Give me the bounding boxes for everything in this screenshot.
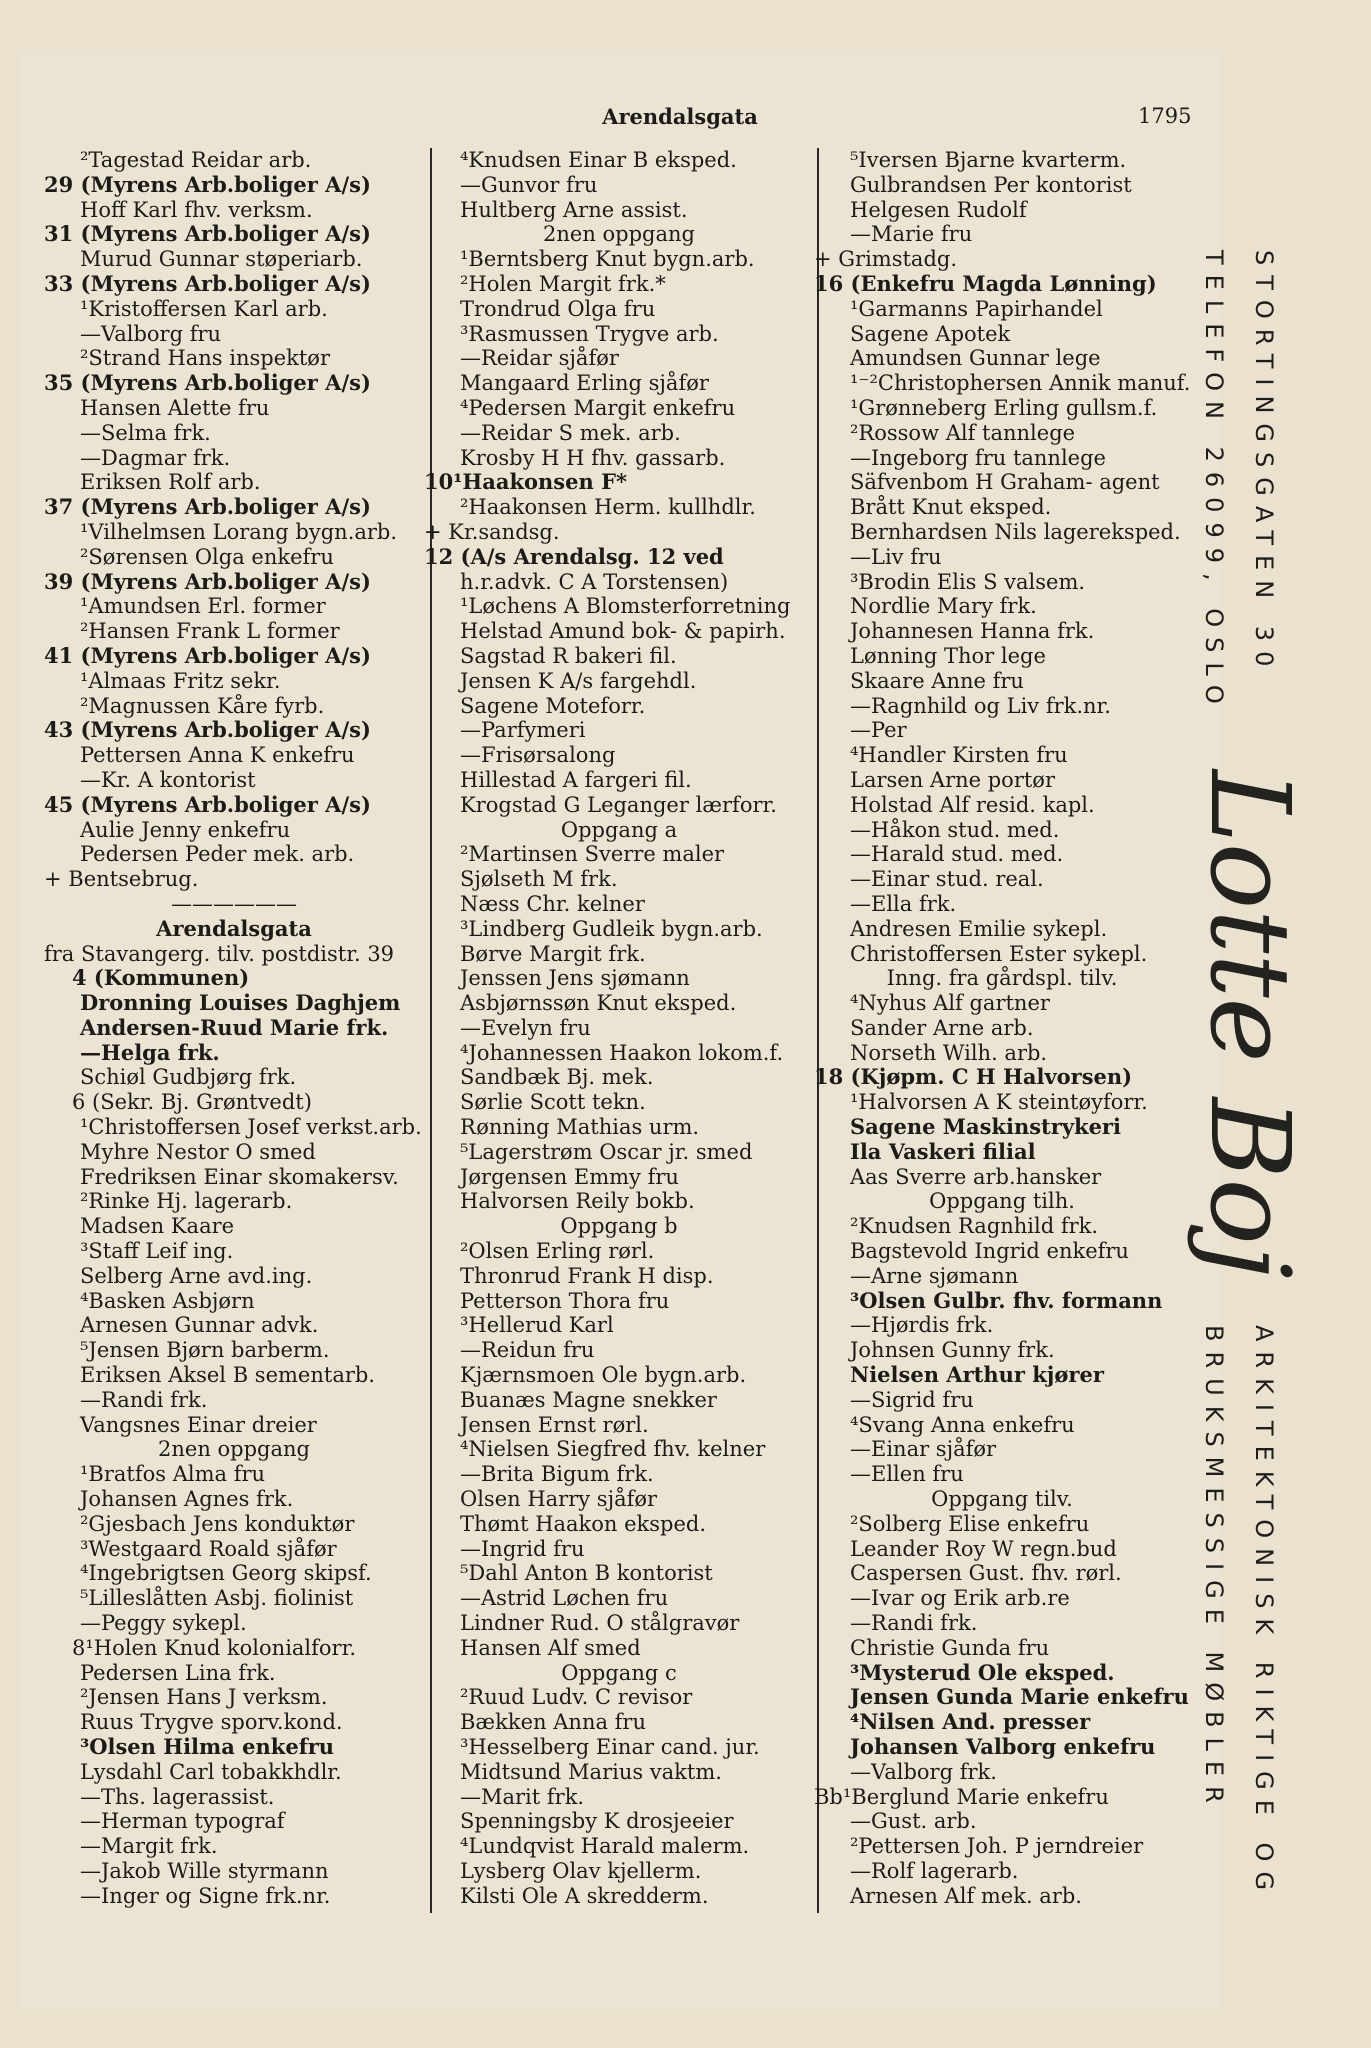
directory-entry: Jensen K A/s fargehdl. [460, 668, 697, 693]
directory-entry: Johansen Valborg enkefru [850, 1735, 1156, 1759]
directory-entry: 29 (Myrens Arb.boliger A/s) [44, 172, 371, 197]
directory-entry: 45 (Myrens Arb.boliger A/s) [44, 792, 371, 817]
directory-entry: ⁴Svang Anna enkefru [850, 1412, 1075, 1437]
directory-entry: ³Lindberg Gudleik bygn.arb. [460, 916, 763, 941]
directory-entry: Thronrud Frank H disp. [460, 1263, 714, 1288]
handwritten-signature: Lotte Boj [1186, 770, 1314, 1279]
directory-entry: ²Rinke Hj. lagerarb. [80, 1189, 293, 1214]
directory-entry: —Ellen fru [850, 1462, 964, 1487]
directory-entry: —Valborg fru [80, 321, 222, 346]
directory-entry: + Bentsebrug. [44, 867, 199, 892]
directory-entry: ³Rasmussen Trygve arb. [460, 321, 719, 346]
directory-entry: 4 (Kommunen) [72, 966, 250, 991]
directory-entry: Holstad Alf resid. kapl. [850, 792, 1095, 817]
directory-entry: 8¹Holen Knud kolonialforr. [72, 1635, 357, 1660]
directory-entry: Selberg Arne avd.ing. [80, 1263, 313, 1288]
directory-entry: Sagene Apotek [850, 321, 1011, 346]
directory-entry: Johannesen Hanna frk. [850, 619, 1095, 644]
directory-entry: —Margit frk. [80, 1834, 218, 1859]
directory-entry: h.r.advk. C A Torstensen) [460, 569, 729, 594]
directory-entry: Hansen Alette fru [80, 395, 270, 420]
directory-entry: Mangaard Erling sjåfør [460, 371, 709, 396]
directory-entry: —Marit frk. [460, 1784, 585, 1809]
directory-entry: Skaare Anne fru [850, 668, 1024, 693]
directory-entry: Bb¹Berglund Marie enkefru [814, 1784, 1109, 1809]
directory-entry: —Helga frk. [80, 1040, 220, 1065]
directory-entry: ¹Kristoffersen Karl arb. [80, 296, 328, 321]
directory-entry: Caspersen Gust. fhv. rørl. [850, 1561, 1122, 1586]
directory-entry: —Ragnhild og Liv frk.nr. [850, 693, 1111, 718]
directory-entry: ¹Amundsen Erl. former [80, 594, 326, 619]
directory-entry: ¹Bratfos Alma fru [80, 1462, 266, 1487]
directory-entry: —Gunvor fru [460, 172, 598, 197]
directory-entry: Schiøl Gudbjørg frk. [80, 1065, 297, 1090]
directory-entry: —Frisørsalong [460, 743, 616, 768]
directory-entry: Sagstad R bakeri fil. [460, 643, 677, 668]
directory-entry: ⁵Iversen Bjarne kvarterm. [850, 148, 1127, 172]
directory-entry: —Einar sjåfør [850, 1437, 997, 1462]
directory-entry: + Kr.sandsg. [424, 519, 560, 544]
directory-entry: Spenningsby K drosjeeier [460, 1809, 734, 1834]
directory-entry: —Arne sjømann [850, 1263, 1019, 1288]
directory-entry: ¹Garmanns Papirhandel [850, 296, 1103, 321]
directory-entry: Børve Margit frk. [460, 941, 646, 966]
directory-entry: —Harald stud. med. [850, 842, 1064, 867]
directory-entry: Andersen-Ruud Marie frk. [80, 1015, 389, 1040]
directory-entry: Petterson Thora fru [460, 1288, 670, 1313]
directory-entry: —Ivar og Erik arb.re [850, 1586, 1070, 1611]
directory-entry: + Grimstadg. [814, 247, 958, 272]
directory-entry: Sjølseth M frk. [460, 867, 618, 892]
directory-entry: —Parfymeri [460, 718, 586, 743]
directory-entry: Madsen Kaare [80, 1214, 235, 1239]
directory-entry: ³Mysterud Ole eksped. [850, 1660, 1115, 1685]
directory-entry: Eriksen Rolf arb. [80, 470, 261, 495]
directory-entry: 16 (Enkefru Magda Lønning) [814, 271, 1157, 296]
sidebar-slogan-2: BRUKSMESSIGE MØBLER [1200, 1325, 1228, 1813]
directory-entry: ⁴Ingebrigtsen Georg skipsf. [80, 1561, 372, 1586]
directory-entry: ⁵Jensen Bjørn barberm. [80, 1338, 330, 1363]
directory-entry: Oppgang tilh. [929, 1189, 1075, 1214]
directory-entry: Fredriksen Einar skomakersv. [80, 1164, 399, 1189]
directory-entry: —Sigrid fru [850, 1387, 974, 1412]
directory-entry: Leander Roy W regn.bud [850, 1536, 1117, 1561]
directory-entry: —Håkon stud. med. [850, 817, 1060, 842]
directory-entry: —Evelyn fru [460, 1015, 591, 1040]
directory-entry: ¹Berntsberg Knut bygn.arb. [460, 247, 755, 272]
directory-entry: Murud Gunnar støperiarb. [80, 247, 363, 272]
directory-entry: Johnsen Gunny frk. [850, 1338, 1055, 1363]
directory-entry: Sagene Moteforr. [460, 693, 646, 718]
directory-entry: Olsen Harry sjåfør [460, 1487, 658, 1512]
directory-entry: Johansen Agnes frk. [80, 1487, 294, 1512]
directory-entry: Krogstad G Leganger lærforr. [460, 792, 777, 817]
directory-entry: ⁴Knudsen Einar B eksped. [460, 148, 737, 172]
directory-entry: ²Tagestad Reidar arb. [80, 148, 312, 172]
directory-entry: ⁴Lundqvist Harald malerm. [460, 1834, 750, 1859]
directory-entry: —Per [850, 718, 907, 743]
directory-entry: Hansen Alf smed [460, 1635, 641, 1660]
directory-entry: ²Olsen Erling rørl. [460, 1239, 655, 1264]
directory-entry: Kilsti Ole A skredderm. [460, 1883, 709, 1908]
directory-entry: —Hjørdis frk. [850, 1313, 994, 1338]
directory-entry: fra Stavangerg. tilv. postdistr. 39 [44, 941, 395, 966]
directory-entry: ²Rossow Alf tannlege [850, 420, 1076, 445]
directory-entry: ¹⁻²Christophersen Annik manuf. [850, 371, 1190, 396]
directory-entry: 12 (A/s Arendalsg. 12 ved [424, 544, 724, 569]
directory-entry: ²Gjesbach Jens konduktør [80, 1511, 355, 1536]
directory-entry: 39 (Myrens Arb.boliger A/s) [44, 569, 371, 594]
directory-entry: Lysberg Olav kjellerm. [460, 1858, 702, 1883]
directory-entry: Bagstevold Ingrid enkefru [850, 1239, 1129, 1264]
directory-entry: Asbjørnssøn Knut eksped. [460, 991, 737, 1016]
directory-entry: —Randi frk. [80, 1387, 208, 1412]
directory-entry: —Ella frk. [850, 891, 957, 916]
directory-entry: ²Hansen Frank L former [80, 619, 340, 644]
directory-entry: Jensen Gunda Marie enkefru [850, 1685, 1189, 1710]
directory-entry: Arnesen Alf mek. arb. [850, 1883, 1082, 1908]
directory-entry: ³Olsen Hilma enkefru [80, 1735, 335, 1759]
directory-entry: Lysdahl Carl tobakkhdlr. [80, 1759, 342, 1784]
directory-entry: Sagene Maskinstrykeri [850, 1115, 1121, 1140]
directory-entry: 35 (Myrens Arb.boliger A/s) [44, 371, 371, 396]
directory-entry: ²Ruud Ludv. C revisor [460, 1685, 693, 1710]
directory-entry: ¹Grønneberg Erling gullsm.f. [850, 395, 1158, 420]
directory-entry: Kjærnsmoen Ole bygn.arb. [460, 1363, 747, 1388]
directory-entry: ³Hesselberg Einar cand. jur. [460, 1735, 760, 1759]
directory-entry: 2nen oppgang [543, 222, 695, 247]
directory-entry: Oppgang tilv. [931, 1487, 1073, 1512]
directory-entry: —Selma frk. [80, 420, 211, 445]
directory-entry: ³Olsen Gulbr. fhv. formann [850, 1288, 1163, 1313]
directory-entry: ⁴Nyhus Alf gartner [850, 991, 1050, 1016]
directory-entry: Thømt Haakon eksped. [460, 1511, 707, 1536]
directory-entry: ³Westgaard Roald sjåfør [80, 1536, 337, 1561]
directory-entry: Helgesen Rudolf [850, 197, 1027, 222]
directory-entry: Hillestad A fargeri fil. [460, 767, 692, 792]
sidebar-slogan-1: ARKITEKTONISK RIKTIGE OG [1250, 1325, 1278, 1901]
directory-entry: —Marie fru [850, 222, 973, 247]
directory-entry: Næss Chr. kelner [460, 891, 645, 916]
directory-entry: Christoffersen Ester sykepl. [850, 941, 1148, 966]
directory-entry: —Ingrid fru [460, 1536, 585, 1561]
directory-entry: 2nen oppgang [158, 1437, 310, 1462]
directory-entry: —Valborg frk. [850, 1759, 997, 1784]
directory-entry: Sander Arne arb. [850, 1015, 1034, 1040]
directory-entry: ⁵Dahl Anton B kontorist [460, 1561, 713, 1586]
directory-entry: Arendalsgata [156, 916, 312, 941]
directory-entry: —Liv fru [850, 544, 942, 569]
directory-entry: 18 (Kjøpm. C H Halvorsen) [814, 1065, 1133, 1090]
directory-entry: ²Martinsen Sverre maler [460, 842, 725, 867]
directory-entry: Hoff Karl fhv. verksm. [80, 197, 313, 222]
directory-entry: —Inger og Signe frk.nr. [80, 1883, 331, 1908]
directory-entry: 10¹Haakonsen F* [424, 470, 627, 495]
directory-entry: Vangsnes Einar dreier [80, 1412, 317, 1437]
directory-entry: ²Knudsen Ragnhild frk. [850, 1214, 1099, 1239]
directory-entry: ⁴Nielsen Siegfred fhv. kelner [460, 1437, 766, 1462]
directory-entry: —Ingeborg fru tannlege [850, 445, 1106, 470]
page-title: Arendalsgata [602, 104, 758, 129]
directory-entry: ²Sørensen Olga enkefru [80, 544, 334, 569]
directory-entry: Jørgensen Emmy fru [460, 1164, 679, 1189]
directory-entry: Säfvenbom H Graham- agent [850, 470, 1160, 495]
directory-entry: Andresen Emilie sykepl. [850, 916, 1108, 941]
directory-entry: —Reidun fru [460, 1338, 595, 1363]
sidebar-phone: TELEFON 26099, OSLO [1200, 250, 1228, 714]
directory-entry: Gulbrandsen Per kontorist [850, 172, 1132, 197]
directory-entry: Arnesen Gunnar advk. [80, 1313, 319, 1338]
directory-entry: ²Strand Hans inspektør [80, 346, 330, 371]
directory-entry: Krosby H H fhv. gassarb. [460, 445, 726, 470]
directory-entry: 33 (Myrens Arb.boliger A/s) [44, 271, 371, 296]
directory-entry: Myhre Nestor O smed [80, 1139, 316, 1164]
directory-entry: Trondrud Olga fru [460, 296, 656, 321]
directory-entry: ²Pettersen Joh. P jerndreier [850, 1834, 1144, 1859]
directory-entry: Larsen Arne portør [850, 767, 1055, 792]
directory-entry: Aulie Jenny enkefru [80, 817, 291, 842]
directory-entry: —Jakob Wille styrmann [80, 1858, 329, 1883]
sidebar-address: STORTINGSGATEN 30 [1250, 250, 1278, 677]
directory-entry: ³Hellerud Karl [460, 1313, 614, 1338]
directory-entry: ⁴Nilsen And. presser [850, 1710, 1091, 1735]
directory-entry: —————— [171, 891, 297, 916]
directory-entry: Ruus Trygve sporv.kond. [80, 1710, 343, 1735]
directory-entry: —Brita Bigum frk. [460, 1462, 654, 1487]
directory-entry: Brått Knut eksped. [850, 495, 1052, 520]
directory-entry: Buanæs Magne snekker [460, 1387, 717, 1412]
directory-entry: Pettersen Anna K enkefru [80, 743, 355, 768]
directory-entry: 37 (Myrens Arb.boliger A/s) [44, 495, 371, 520]
directory-entry: ⁴Handler Kirsten fru [850, 743, 1068, 768]
directory-entry: Inng. fra gårdspl. tilv. [886, 966, 1118, 991]
directory-entry: Eriksen Aksel B sementarb. [80, 1363, 375, 1388]
directory-entry: Pedersen Peder mek. arb. [80, 842, 355, 867]
directory-entry: Oppgang a [560, 817, 678, 842]
directory-entry: Midtsund Marius vaktm. [460, 1759, 722, 1784]
directory-column-3 [814, 148, 1190, 1909]
directory-entry: 43 (Myrens Arb.boliger A/s) [44, 718, 371, 743]
directory-column-1 [44, 148, 424, 1909]
directory-entry: Helstad Amund bok- & papirh. [460, 619, 786, 644]
directory-entry: ²Holen Margit frk.* [460, 271, 666, 296]
directory-entry: ²Jensen Hans J verksm. [80, 1685, 328, 1710]
directory-entry: ²Solberg Elise enkefru [850, 1511, 1090, 1536]
directory-entry: Nielsen Arthur kjører [850, 1363, 1104, 1388]
directory-column-2 [424, 148, 814, 1909]
directory-entry: Christie Gunda fru [850, 1635, 1050, 1660]
directory-entry: Nordlie Mary frk. [850, 594, 1037, 619]
directory-entry: Lindner Rud. O stålgravør [460, 1611, 740, 1636]
directory-entry: Oppgang b [560, 1214, 678, 1239]
directory-entry: —Astrid Løchen fru [460, 1586, 669, 1611]
directory-entry: Sandbæk Bj. mek. [460, 1065, 654, 1090]
directory-entry: ¹Vilhelmsen Lorang bygn.arb. [80, 519, 398, 544]
directory-entry: ¹Halvorsen A K steintøyforr. [850, 1090, 1148, 1115]
directory-entry: ¹Løchens A Blomsterforretning [460, 594, 791, 619]
directory-entry: 6 (Sekr. Bj. Grøntvedt) [72, 1090, 312, 1115]
directory-entry: ⁴Basken Asbjørn [80, 1288, 255, 1313]
directory-entry: Jensen Ernst rørl. [460, 1412, 649, 1437]
directory-entry: —Kr. A kontorist [80, 767, 256, 792]
directory-entry: —Einar stud. real. [850, 867, 1044, 892]
directory-entry: Rønning Mathias urm. [460, 1115, 700, 1140]
directory-entry: Bernhardsen Nils lagereksped. [850, 519, 1181, 544]
directory-entry: —Reidar S mek. arb. [460, 420, 681, 445]
directory-entry: Sørlie Scott tekn. [460, 1090, 646, 1115]
directory-entry: Oppgang c [561, 1660, 677, 1685]
directory-entry: Lønning Thor lege [850, 643, 1046, 668]
directory-entry: Dronning Louises Daghjem [80, 991, 401, 1016]
directory-entry: —Rolf lagerarb. [850, 1858, 1019, 1883]
directory-entry: ⁴Pedersen Margit enkefru [460, 395, 736, 420]
directory-entry: Bækken Anna fru [460, 1710, 646, 1735]
directory-entry: 31 (Myrens Arb.boliger A/s) [44, 222, 371, 247]
directory-entry: Ila Vaskeri filial [850, 1139, 1036, 1164]
directory-entry: —Ths. lagerassist. [80, 1784, 275, 1809]
directory-entry: ¹Christoffersen Josef verkst.arb. [80, 1115, 422, 1140]
directory-entry: Hultberg Arne assist. [460, 197, 688, 222]
directory-entry: ³Staff Leif ing. [80, 1239, 234, 1264]
directory-entry: Norseth Wilh. arb. [850, 1040, 1048, 1065]
directory-entry: ²Magnussen Kåre fyrb. [80, 693, 325, 718]
directory-entry: —Herman typograf [80, 1809, 285, 1834]
directory-entry: —Randi frk. [850, 1611, 978, 1636]
directory-entry: ⁴Johannessen Haakon lokom.f. [460, 1040, 784, 1065]
directory-entry: Halvorsen Reily bokb. [460, 1189, 695, 1214]
directory-entry: Amundsen Gunnar lege [850, 346, 1101, 371]
directory-entry: 41 (Myrens Arb.boliger A/s) [44, 643, 371, 668]
directory-entry: Aas Sverre arb.hansker [850, 1164, 1102, 1189]
directory-entry: —Dagmar frk. [80, 445, 231, 470]
directory-entry: —Gust. arb. [850, 1809, 977, 1834]
directory-entry: —Reidar sjåfør [460, 346, 619, 371]
directory-entry: ²Haakonsen Herm. kullhdlr. [460, 495, 756, 520]
directory-entry: ⁵Lilleslåtten Asbj. fiolinist [80, 1586, 354, 1611]
directory-entry: Pedersen Lina frk. [80, 1660, 276, 1685]
directory-entry: —Peggy sykepl. [80, 1611, 247, 1636]
directory-entry: ⁵Lagerstrøm Oscar jr. smed [460, 1139, 753, 1164]
directory-entry: Jenssen Jens sjømann [460, 966, 690, 991]
page-number: 1795 [1138, 104, 1192, 128]
directory-entry: ¹Almaas Fritz sekr. [80, 668, 281, 693]
directory-entry: ³Brodin Elis S valsem. [850, 569, 1086, 594]
